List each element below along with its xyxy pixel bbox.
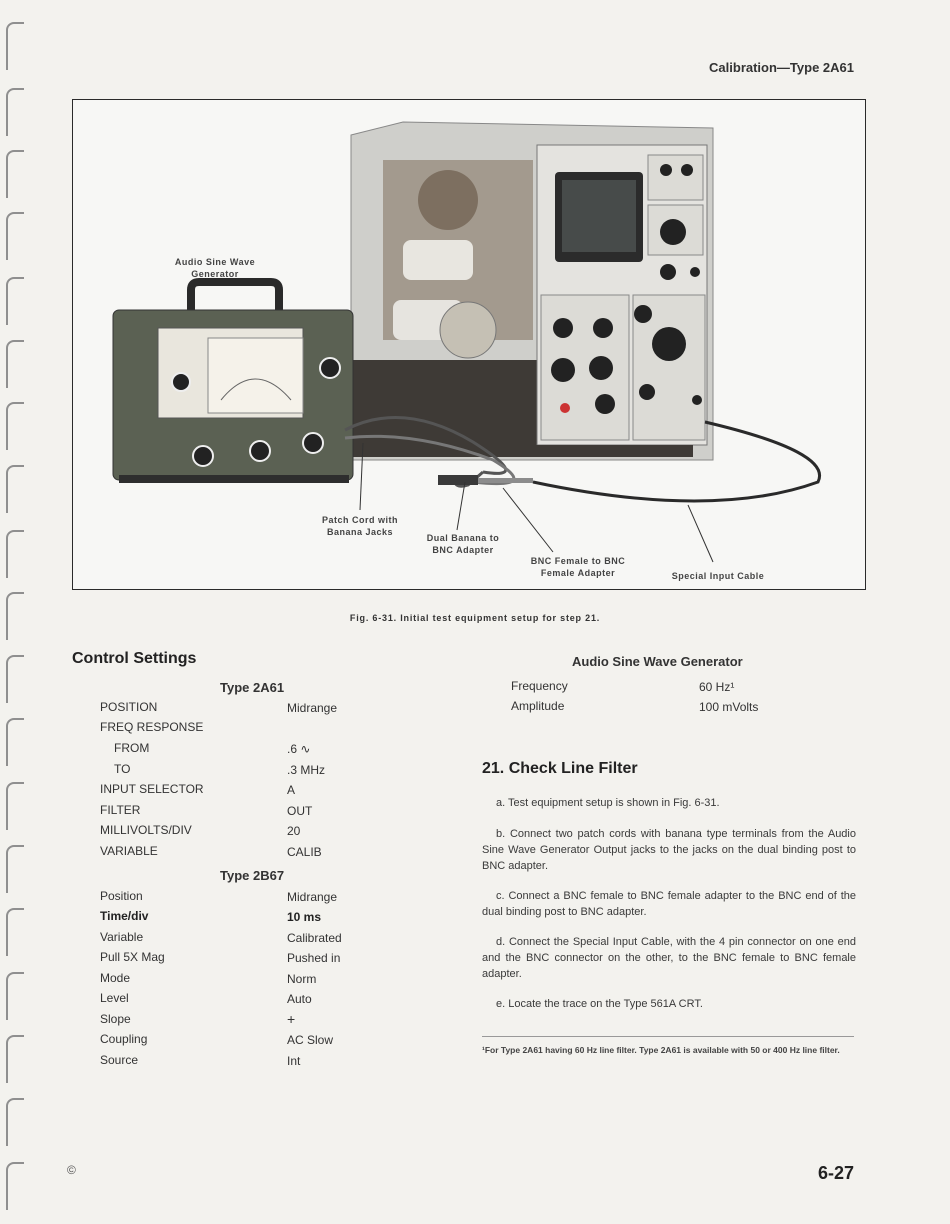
binder-ring — [6, 212, 24, 260]
callout-patch-cord-line2: Banana Jacks — [326, 527, 394, 537]
callout-generator-line1: Audio Sine Wave — [174, 257, 256, 267]
setting-value: Int — [287, 1054, 301, 1068]
setting-value: Calibrated — [287, 931, 342, 945]
setting-value: AC Slow — [287, 1033, 334, 1047]
callout-dual-banana-line1: Dual Banana to — [426, 533, 500, 543]
callout-bnc-female — [513, 555, 643, 579]
copyright-mark: © — [67, 1163, 76, 1177]
binder-ring — [6, 530, 24, 578]
binder-ring — [6, 1035, 24, 1083]
setting-value: OUT — [287, 804, 313, 818]
setting-value: 10 ms — [287, 910, 322, 924]
setting-label: FILTER — [100, 803, 141, 817]
setting-label: Frequency — [511, 679, 568, 693]
callout-bnc-female-line2: Female Adapter — [540, 568, 616, 578]
setting-value: A — [287, 783, 296, 797]
binder-ring — [6, 1098, 24, 1146]
photo-illustration — [73, 100, 865, 589]
binder-ring — [6, 845, 24, 893]
callout-patch-cord — [305, 514, 415, 538]
binder-ring — [6, 718, 24, 766]
setting-label: FREQ RESPONSE — [100, 720, 204, 734]
setting-value: Pushed in — [287, 951, 341, 965]
setting-label: Mode — [100, 971, 131, 985]
step-paragraph: b. Connect two patch cords with banana type terminals from the Audio Sine Wave Generator Output jacks to the jacks on the dual binding post to BNC adapter. — [482, 828, 856, 872]
step-paragraph: a. Test equipment setup is shown in Fig. 6-31. — [496, 797, 720, 809]
callout-generator — [145, 256, 285, 280]
setting-value: 20 — [287, 824, 301, 838]
binder-ring — [6, 22, 24, 70]
setting-value: CALIB — [287, 845, 322, 859]
binder-ring — [6, 908, 24, 956]
running-head: Calibration—Type 2A61 — [709, 60, 854, 75]
oscilloscope — [351, 122, 713, 460]
binder-ring — [6, 150, 24, 198]
setting-label: POSITION — [100, 700, 158, 714]
setting-value: .6 ∿ — [287, 742, 311, 756]
audio-generator-heading: Audio Sine Wave Generator — [572, 654, 743, 669]
setting-value: + — [287, 1011, 296, 1027]
equipment-setup-photo — [72, 99, 866, 590]
setting-label: Amplitude — [511, 699, 565, 713]
step-heading: 21. Check Line Filter — [482, 760, 638, 777]
type-2b67-heading: Type 2B67 — [220, 868, 285, 883]
setting-label: TO — [114, 762, 131, 776]
setting-value: Auto — [287, 992, 312, 1006]
binder-ring — [6, 972, 24, 1020]
step-paragraph: e. Locate the trace on the Type 561A CRT. — [496, 998, 703, 1010]
binder-rings — [0, 0, 34, 1224]
binder-ring — [6, 782, 24, 830]
setting-label: Position — [100, 889, 143, 903]
binder-ring — [6, 655, 24, 703]
page-number: 6-27 — [817, 1163, 854, 1183]
setting-label: Coupling — [100, 1032, 148, 1046]
setting-label: MILLIVOLTS/DIV — [100, 823, 192, 837]
setting-label: Level — [100, 991, 129, 1005]
setting-value: 100 mVolts — [699, 700, 759, 714]
control-settings-heading: Control Settings — [72, 650, 197, 667]
step-paragraph: c. Connect a BNC female to BNC female adapter to the BNC end of the dual binding post to BNC adapter. — [482, 890, 856, 918]
callout-dual-banana-line2: BNC Adapter — [432, 545, 494, 555]
callout-special-cable: Special Input Cable — [671, 571, 765, 581]
setting-value: Midrange — [287, 890, 338, 904]
footnote: ¹For Type 2A61 having 60 Hz line filter. Type 2A61 is available with 50 or 400 Hz line filter. — [482, 1045, 840, 1055]
figure-caption: Fig. 6-31. Initial test equipment setup for step 21. — [349, 613, 601, 623]
callout-patch-cord-line1: Patch Cord with — [321, 515, 398, 525]
binder-ring — [6, 340, 24, 388]
footnote-rule — [482, 1036, 854, 1037]
audio-generator — [113, 282, 353, 483]
setting-label: Variable — [100, 930, 144, 944]
setting-value: Norm — [287, 972, 317, 986]
setting-label: Time/div — [100, 909, 149, 923]
setting-label: FROM — [114, 741, 150, 755]
setting-label: INPUT SELECTOR — [100, 782, 204, 796]
binder-ring — [6, 88, 24, 136]
binder-ring — [6, 465, 24, 513]
type-2a61-heading: Type 2A61 — [220, 680, 285, 695]
setting-label: Pull 5X Mag — [100, 950, 165, 964]
binder-ring — [6, 402, 24, 450]
callout-bnc-female-line1: BNC Female to BNC — [530, 556, 626, 566]
setting-label: Source — [100, 1053, 139, 1067]
callout-dual-banana — [408, 532, 518, 556]
step-paragraph: d. Connect the Special Input Cable, with the 4 pin connector on one end and the BNC connector on the other, to the BNC female to BNC female adapter. — [482, 936, 856, 980]
setting-label: VARIABLE — [100, 844, 158, 858]
binder-ring — [6, 1162, 24, 1210]
setting-value: .3 MHz — [287, 763, 326, 777]
binder-ring — [6, 277, 24, 325]
setting-label: Slope — [100, 1012, 131, 1026]
setting-value: 60 Hz¹ — [699, 680, 735, 694]
callout-generator-line2: Generator — [191, 269, 239, 279]
setting-value: Midrange — [287, 701, 338, 715]
